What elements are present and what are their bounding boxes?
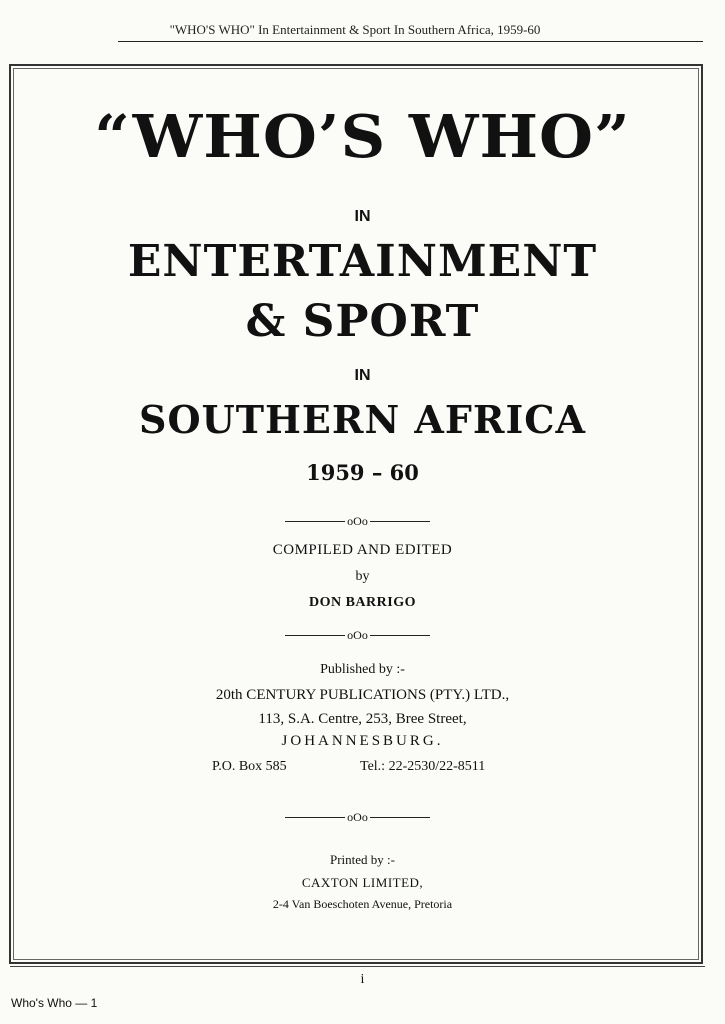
divider-2	[285, 628, 430, 642]
divider-1	[285, 514, 430, 528]
title-southern-africa: SOUTHERN AFRICA	[139, 397, 586, 442]
printer-label: Printed by :-	[330, 852, 395, 867]
title-in-2: IN	[354, 367, 371, 384]
publisher-label: Published by :-	[320, 662, 405, 677]
divider-ornament: oOo	[347, 809, 368, 824]
page-folio: i	[360, 972, 365, 987]
page-title: “WHO’S WHO”	[94, 101, 631, 172]
divider-ornament: oOo	[347, 627, 368, 642]
publisher-telephone: Tel.: 22-2530/22-8511	[360, 759, 486, 774]
publisher-name: 20th CENTURY PUBLICATIONS (PTY.) LTD.,	[215, 687, 510, 703]
by-line: by	[355, 569, 370, 584]
footer-signature: Who's Who — 1	[11, 996, 98, 1010]
divider-ornament: oOo	[347, 513, 368, 528]
running-head-rule	[118, 41, 703, 42]
editor-name: DON BARRIGO	[308, 595, 416, 610]
divider-3	[285, 810, 430, 824]
title-in-1: IN	[354, 208, 371, 225]
printer-name: CAXTON LIMITED,	[301, 875, 424, 890]
footer-rule	[10, 966, 705, 967]
publisher-city: JOHANNESBURG.	[281, 733, 444, 749]
printer-address: 2-4 Van Boeschoten Avenue, Pretoria	[272, 897, 453, 911]
title-sport: & SPORT	[245, 296, 480, 347]
compiled-line: COMPILED AND EDITED	[272, 542, 453, 558]
title-entertainment: ENTERTAINMENT	[127, 236, 598, 287]
publisher-address: 113, S.A. Centre, 253, Bree Street,	[258, 711, 467, 727]
title-year: 1959 – 60	[306, 460, 419, 485]
running-head: "WHO'S WHO" In Entertainment & Sport In Southern Africa, 1959-60	[169, 22, 541, 37]
publisher-po-box: P.O. Box 585	[212, 759, 287, 774]
